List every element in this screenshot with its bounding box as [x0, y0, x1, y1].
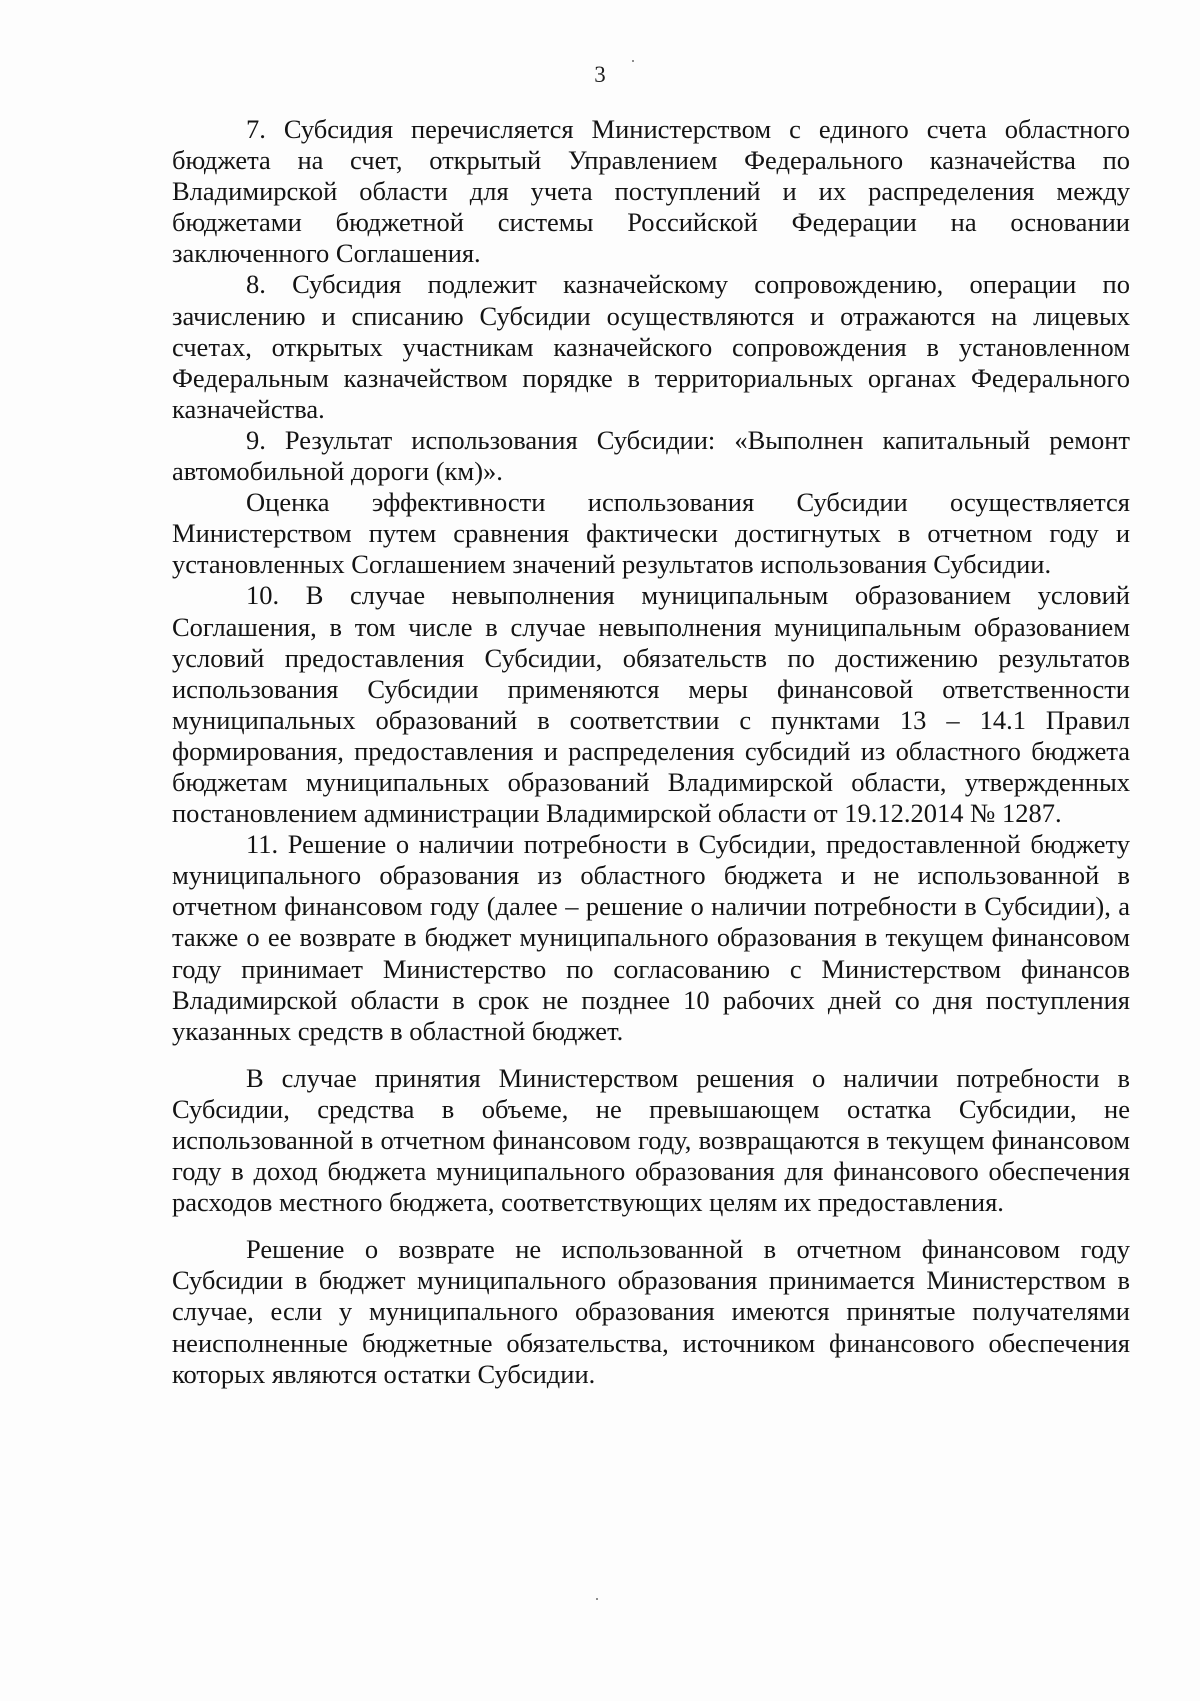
paragraph-7-subsidy-transfer: 7. Субсидия перечисляется Министерством с единого счета областного бюджета на счет, открытый Управлением Федерального казначейства по Владимирской области для учета поступлений и их распределения между бюджетами бюджетной системы Российской Федерации на основании заключенного Соглашения. [172, 114, 1130, 269]
paragraph-funds-return: В случае принятия Министерством решения о наличии потребности в Субсидии, средства в объеме, не превышающем остатка Субсидии, не использованной в отчетном финансовом году, возвращаются в текущем финансовом году в доход бюджета муниципального образования для финансового обеспечения расходов местного бюджета, соответствующих целям их предоставления. [172, 1062, 1130, 1218]
document-body [172, 114, 1130, 1390]
paragraph-9-subsidy-result: 9. Результат использования Субсидии: «Выполнен капитальный ремонт автомобильной дороги (км)». [172, 424, 1130, 487]
paragraph-10-financial-responsibility: 10. В случае невыполнения муниципальным образованием условий Соглашения, в том числе в случае невыполнения муниципальным образованием условий предоставления Субсидии, обязательств по достижению результатов использования Субсидии применяются меры финансовой ответственности муниципальных образований в соответствии с пунктами 13 – 14.1 Правил формирования, предоставления и распределения субсидий из областного бюджета бюджетам муниципальных образований Владимирской области, утвержденных постановлением администрации Владимирской области от 19.12.2014 № 1287. [172, 580, 1130, 829]
scan-speck [596, 1598, 598, 1600]
paragraph-return-decision: Решение о возврате не использованной в отчетном финансовом году Субсидии в бюджет муниципального образования принимается Министерством в случае, если у муниципального образования имеются принятые получателями неисполненные бюджетные обязательства, источником финансового обеспечения которых являются остатки Субсидии. [172, 1234, 1130, 1389]
paragraph-8-treasury-support: 8. Субсидия подлежит казначейскому сопровождению, операции по зачислению и списанию Субсидии осуществляются и отражаются на лицевых счетах, открытых участникам казначейского сопровождения в установленном Федеральным казначейством порядке в территориальных органах Федерального казначейства. [172, 269, 1130, 424]
paragraph-11-need-decision: 11. Решение о наличии потребности в Субсидии, предоставленной бюджету муниципального образования из областного бюджета и не использованной в отчетном финансовом году (далее – решение о наличии потребности в Субсидии), а также о ее возврате в бюджет муниципального образования в текущем финансовом году принимает Министерство по согласованию с Министерством финансов Владимирской области в срок не позднее 10 рабочих дней со дня поступления указанных средств в областной бюджет. [172, 829, 1130, 1046]
scan-speck [632, 60, 634, 62]
page-number: 3 [594, 62, 606, 87]
paragraph-efficiency-assessment: Оценка эффективности использования Субсидии осуществляется Министерством путем сравнения фактически достигнутых в отчетном году и установленных Соглашением значений результатов использования Субсидии. [172, 487, 1130, 580]
